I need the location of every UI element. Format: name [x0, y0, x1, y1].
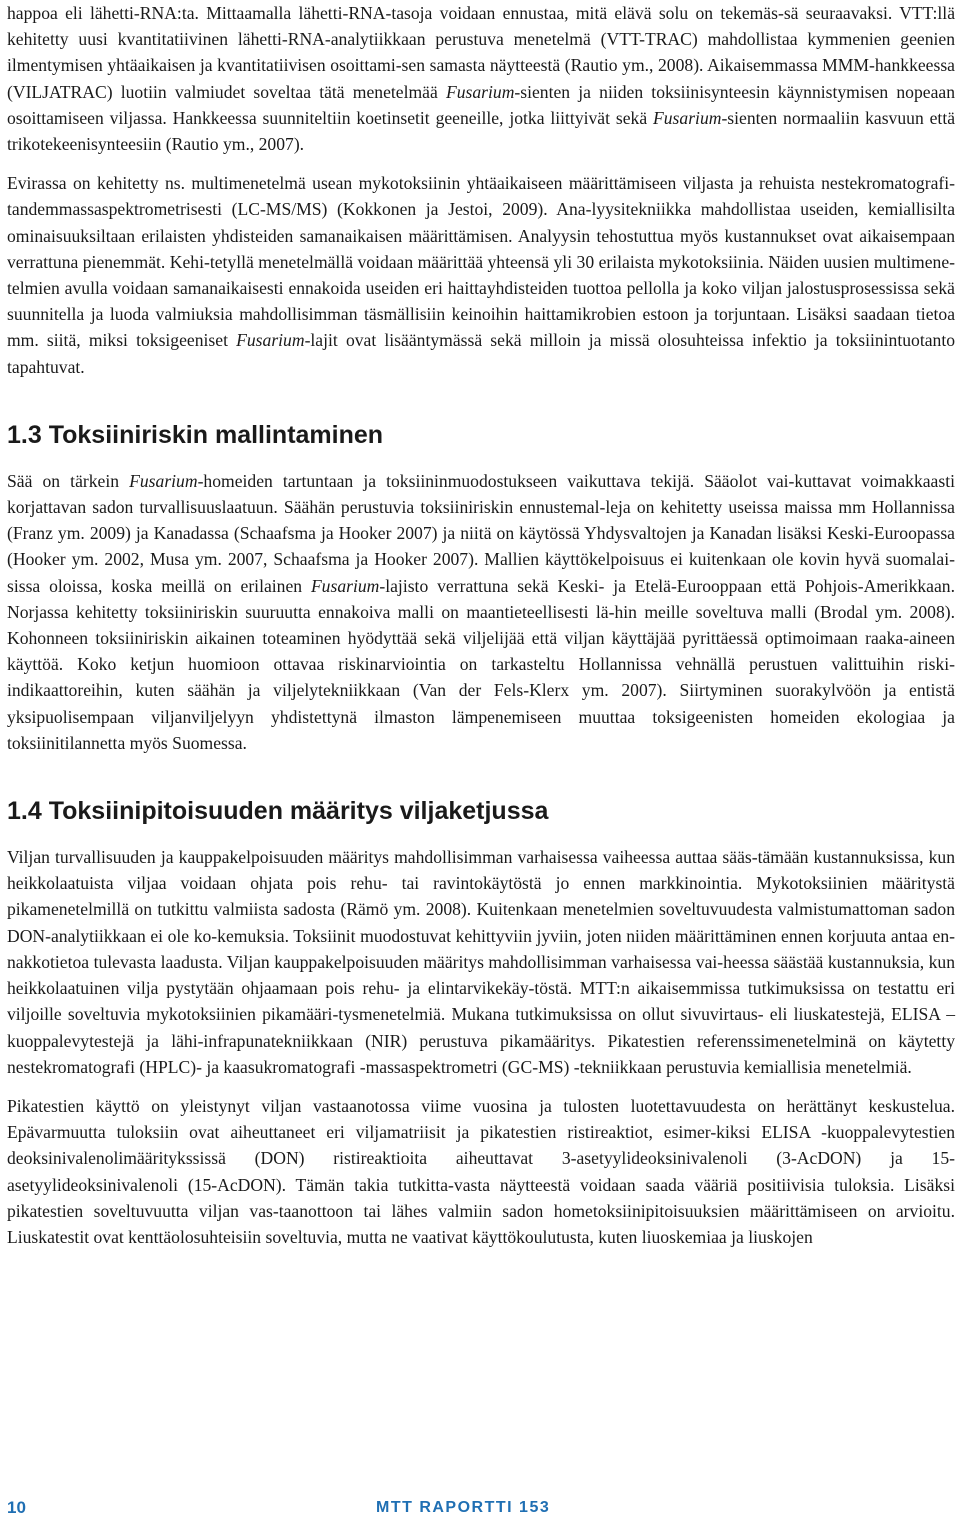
section-number: 1.3: [7, 420, 42, 449]
italic-term: Fusarium: [653, 107, 722, 128]
text-run: -sienten ja niiden toksiinisynteesin käynnistymisen nopeaan osoittamiseen viljassa. Hankkeessa suunniteltiin koetinsetit geeneille, jotka liittyivät sekä: [7, 81, 955, 128]
paragraph-section-1-4-a: Viljan turvallisuuden ja kauppakelpoisuuden määritys mahdollisimman varhaisessa vaiheessa auttaa sääs-tämään kustannuksissa, kun heikkolaatuista viljaa voidaan ohjata pois rehu- tai ravintokäytöstä jo ennen markkinointia. Mykotoksiinien määritystä pikamenetelmillä on tutkittu valmiista sadosta (Rämö ym. 2008). Kuitenkaan menetelmien soveltuvuudesta valmistumattoman sadon DON-analytiikkaan ei ole ko-kemuksia. Toksiinit muodostuvat kehittyviin jyviin, joten niiden määrittäminen ennen korjuuta antaa en-nakkotietoa tulevasta laadusta. Viljan kauppakelpoisuuden määritys mahdollisimman varhaisessa vai-heessa säästää kustannuksia, kun heikkolaatuinen vilja pystytään ohjaamaan pois rehu- ja elintarvikekäy-töstä. MTT:n aikaisemmissa tutkimuksissa on testattu eri viljoille soveltuvia mykotoksiinien pikamääri-tysmenetelmiä. Mukana tutkimuksissa on ollut sivuvirtaus- eli liuskatestejä, ELISA –kuoppalevytestejä ja lähi-infrapunatekniikkaan (NIR) perustuva pikamääritys. Pikatestien referenssimenetelminä on käytetty nestekromatografi (HPLC)- ja kaasukromatografi -massaspektrometri (GC-MS) -tekniikkaan perustuvia kemiallisia menetelmiä.: [7, 847, 955, 1077]
text-run: -sienten normaaliin kasvuun että trikotekeenisynteesiin (Rautio ym., 2007).: [7, 107, 956, 155]
text-run: Sää on tärkein: [7, 470, 130, 491]
text-run: happoa eli lähetti-RNA:ta. Mittaamalla lähetti-RNA-tasoja voidaan ennustaa, mitä elävä solu on tekemäs-sä seuraavaksi. VTT:llä kehitetty uusi kvantitatiivinen lähetti-RNA-analytiikkaan perustuva menetelmä (VTT-TRAC) mahdollistaa kymmenien geenien ilmentymisen yhtäaikaisen ja kvantitatiivisen osoittami-sen samasta näytteestä (Rautio ym., 2008). Aikaisemmassa MMM-hankkeessa (VILJATRAC) luotiin valmiudet soveltaa tätä menetelmää: [7, 3, 955, 102]
section-title: Toksiiniriskin mallintaminen: [48, 420, 384, 449]
document-page: [7, 0, 955, 1250]
text-run: -homeiden tartuntaan ja toksiininmuodostukseen vaikuttava tekijä. Sääolot vai-kuttavat voimakkaasti korjattavan sadon turvallisuuslaatuun. Säähän perustuvia toksiiniriskin ennustemal-leja on kehitetty useissa maissa mm Hollannissa (Franz ym. 2009) ja Kanadassa (Schaafsma ja Hooker 2007) ja niitä on käytössä Yhdysvaltojen ja Kanadan lisäksi Keski-Euroopassa (Hooker ym. 2002, Musa ym. 2007, Schaafsma ja Hooker 2007). Mallien käyttökelpoisuus ei kuitenkaan ole kovin hyvä suomalai-sissa oloissa, koska meillä on erilainen: [7, 470, 955, 596]
paragraph-intro-1: [7, 0, 955, 157]
paragraph-section-1-4-b: Pikatestien käyttö on yleistynyt viljan vastaanotossa viime vuosina ja tulosten luotettavuudesta on herättänyt keskustelua. Epävarmuutta tuloksiin ovat aiheuttaneet eri viljamatriisit ja pikatestien ristireaktiot, esimer-kiksi ELISA -kuoppalevytestien deoksinivalenolimääritykssissä (DON) ristireaktioita aiheuttavat 3-asetyylideoksinivalenoli (3-AcDON) ja 15-asetyylideoksinivalenoli (15-AcDON). Tämän takia tutkitta-vasta näytteestä voidaan saada vääriä positiivisia tuloksia. Lisäksi pikatestien soveltuvuutta viljan vas-taanottoon tai lähes valmiin sadon hometoksiinipitoisuuksien määrittämiseen on arvioitu. Liuskatestit ovat kenttäolosuhteisiin soveltuvia, mutta ne vaativat käyttökoulutusta, kuten liuoskemiaa ja liuskojen: [7, 1095, 955, 1247]
text-run: -lajit ovat lisääntymässä sekä milloin ja missä olosuhteissa infektio ja toksiinintuotanto tapahtuvat.: [7, 330, 955, 377]
section-heading-1-3: [7, 420, 955, 450]
italic-term: Fusarium: [310, 575, 380, 596]
paragraph-section-1-3: [7, 468, 955, 756]
page-footer: [0, 1498, 960, 1522]
section-number: 1.4: [7, 797, 42, 826]
text-run: -lajisto verrattuna sekä Keski- ja Etelä-Eurooppaan että Pohjois-Amerikkaan. Norjassa kehitetty toksiiniriskin suuruutta ennakoiva malli on maantieteellisesti lä-hin meille soveltuva malli (Brodal ym. 2008). Kohonneen toksiiniriskin aikainen toteaminen hyödyttää sekä viljelijää että viljan käyttäjää pyrittäessä optimoimaan raaka-aineen käyttöä. Koko ketjun huomioon ottavaa riskinarviointia on tarkasteltu Hollannissa vehnällä perustuen valittuihin riski-indikaattoreihin, kuten säähän ja viljelytekniikkaan (Van der Fels-Klerx ym. 2007). Siirtyminen suorakylvöön ja entistä yksipuolisempaan viljanviljelyyn yhdistettynä ilmaston lämpenemiseen muuttaa toksigeenisten homeiden ekologiaa ja toksiinitilannetta myös Suomessa.: [7, 575, 955, 753]
paragraph-intro-2: [7, 170, 955, 380]
page-number: 10: [7, 1498, 26, 1517]
section-title: Toksiinipitoisuuden määritys viljaketjussa: [48, 797, 549, 826]
italic-term: Fusarium: [445, 81, 515, 102]
section-heading-1-4: [7, 796, 955, 826]
italic-term: Fusarium: [236, 330, 305, 351]
italic-term: Fusarium: [129, 470, 198, 491]
text-run: Evirassa on kehitetty ns. multimenetelmä usean mykotoksiinin yhtäaikaiseen määrittämiseen viljasta ja rehuista nestekromatografi-tandemmassaspektrometrisesti (LC-MS/MS) (Kokkonen ja Jestoi, 2009). Ana-lyysitekniikka mahdollistaa useiden, kemiallisilta ominaisuuksiltaan erilaisten yhdisteiden samanaikaisen määrittämisen. Analyysin tehostuttua myös kustannukset ovat aikaisempaan verrattuna pienemmät. Kehi-tetyllä menetelmällä voidaan määrittää yhteensä yli 30 erilaista mykotoksiinia. Näiden uusien multimene-telmien avulla voidaan samanaikaisesti ennakoida useiden eri haittayhdisteiden tuottoa pellolla ja koko viljan jalostusprosessissa sekä suunnitella ja luoda valmiuksia mahdollisimman täsmällisiin keinoihin haittamikrobien estoon ja torjuntaan. Lisäksi saadaan tietoa mm. siitä, miksi toksigeeniset: [7, 173, 955, 351]
report-series-label: MTT RAPORTTI 153: [376, 1499, 551, 1516]
